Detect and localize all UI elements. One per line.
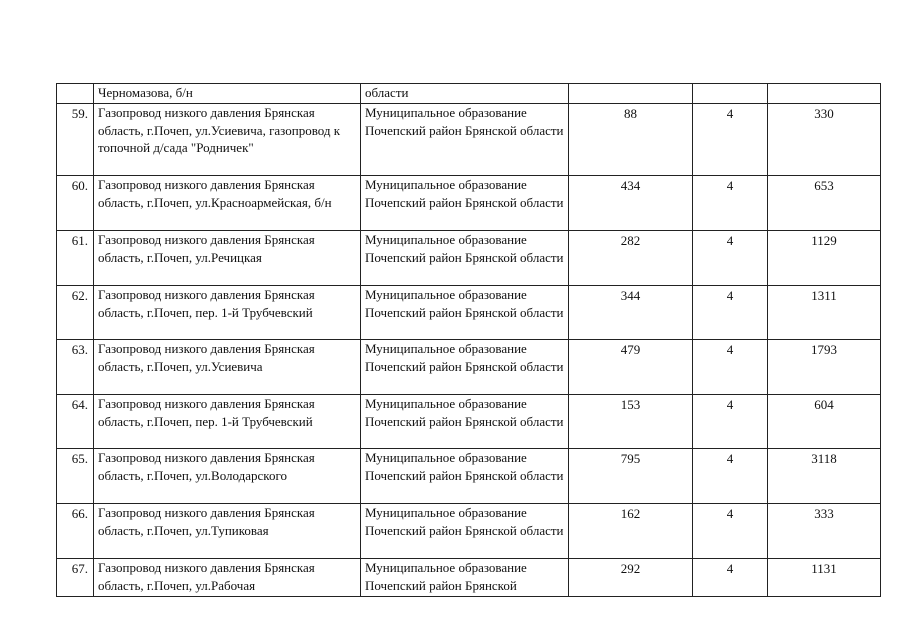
object-name: Газопровод низкого давления Брянская область, г.Почеп, ул.Рабочая xyxy=(94,559,361,597)
table-row xyxy=(57,176,881,231)
object-name: Газопровод низкого давления Брянская область, г.Почеп, ул.Тупиковая xyxy=(94,504,361,559)
row-number: 65. xyxy=(57,449,94,504)
owner-name: Муниципальное образование Почепский район Брянской области xyxy=(361,104,569,176)
value-pressure xyxy=(693,84,768,104)
value-pressure: 4 xyxy=(693,449,768,504)
owner-name: Муниципальное образование Почепский район Брянской области xyxy=(361,176,569,231)
value-length: 344 xyxy=(569,286,693,340)
object-name: Газопровод низкого давления Брянская область, г.Почеп, ул.Усиевича, газопровод к топочной д/сада "Родничек" xyxy=(94,104,361,176)
table-row xyxy=(57,286,881,340)
value-length: 434 xyxy=(569,176,693,231)
value-total: 1131 xyxy=(768,559,881,597)
value-total: 3118 xyxy=(768,449,881,504)
value-pressure: 4 xyxy=(693,176,768,231)
value-total: 604 xyxy=(768,395,881,449)
table-row xyxy=(57,84,881,104)
value-length: 282 xyxy=(569,231,693,286)
value-total xyxy=(768,84,881,104)
owner-name: Муниципальное образование Почепский район Брянской xyxy=(361,559,569,597)
owner-name: Муниципальное образование Почепский район Брянской области xyxy=(361,449,569,504)
value-total: 653 xyxy=(768,176,881,231)
value-pressure: 4 xyxy=(693,395,768,449)
table-body xyxy=(57,84,881,597)
value-total: 1129 xyxy=(768,231,881,286)
value-total: 333 xyxy=(768,504,881,559)
value-length: 795 xyxy=(569,449,693,504)
value-length: 88 xyxy=(569,104,693,176)
value-pressure: 4 xyxy=(693,286,768,340)
row-number: 60. xyxy=(57,176,94,231)
owner-name: Муниципальное образование Почепский район Брянской области xyxy=(361,340,569,395)
value-pressure: 4 xyxy=(693,504,768,559)
row-number: 62. xyxy=(57,286,94,340)
value-length: 153 xyxy=(569,395,693,449)
value-length xyxy=(569,84,693,104)
value-length: 479 xyxy=(569,340,693,395)
object-name: Газопровод низкого давления Брянская область, г.Почеп, ул.Речицкая xyxy=(94,231,361,286)
owner-name: Муниципальное образование Почепский район Брянской области xyxy=(361,286,569,340)
row-number: 66. xyxy=(57,504,94,559)
value-total: 1311 xyxy=(768,286,881,340)
row-number xyxy=(57,84,94,104)
row-number: 61. xyxy=(57,231,94,286)
object-name: Газопровод низкого давления Брянская область, г.Почеп, ул.Володарского xyxy=(94,449,361,504)
owner-name: Муниципальное образование Почепский район Брянской области xyxy=(361,504,569,559)
owner-name: области xyxy=(361,84,569,104)
table-row xyxy=(57,340,881,395)
value-pressure: 4 xyxy=(693,559,768,597)
row-number: 59. xyxy=(57,104,94,176)
object-name: Черномазова, б/н xyxy=(94,84,361,104)
row-number: 64. xyxy=(57,395,94,449)
object-name: Газопровод низкого давления Брянская область, г.Почеп, ул.Усиевича xyxy=(94,340,361,395)
table-row xyxy=(57,395,881,449)
row-number: 63. xyxy=(57,340,94,395)
value-length: 162 xyxy=(569,504,693,559)
object-name: Газопровод низкого давления Брянская область, г.Почеп, пер. 1-й Трубчевский xyxy=(94,395,361,449)
value-pressure: 4 xyxy=(693,340,768,395)
value-length: 292 xyxy=(569,559,693,597)
value-pressure: 4 xyxy=(693,104,768,176)
value-total: 1793 xyxy=(768,340,881,395)
gas-pipeline-table xyxy=(56,83,881,597)
value-total: 330 xyxy=(768,104,881,176)
table-row xyxy=(57,559,881,597)
owner-name: Муниципальное образование Почепский район Брянской области xyxy=(361,395,569,449)
value-pressure: 4 xyxy=(693,231,768,286)
table-row xyxy=(57,231,881,286)
object-name: Газопровод низкого давления Брянская область, г.Почеп, ул.Красноармейская, б/н xyxy=(94,176,361,231)
row-number: 67. xyxy=(57,559,94,597)
table-row xyxy=(57,504,881,559)
object-name: Газопровод низкого давления Брянская область, г.Почеп, пер. 1-й Трубчевский xyxy=(94,286,361,340)
table-row xyxy=(57,449,881,504)
owner-name: Муниципальное образование Почепский район Брянской области xyxy=(361,231,569,286)
table-row xyxy=(57,104,881,176)
